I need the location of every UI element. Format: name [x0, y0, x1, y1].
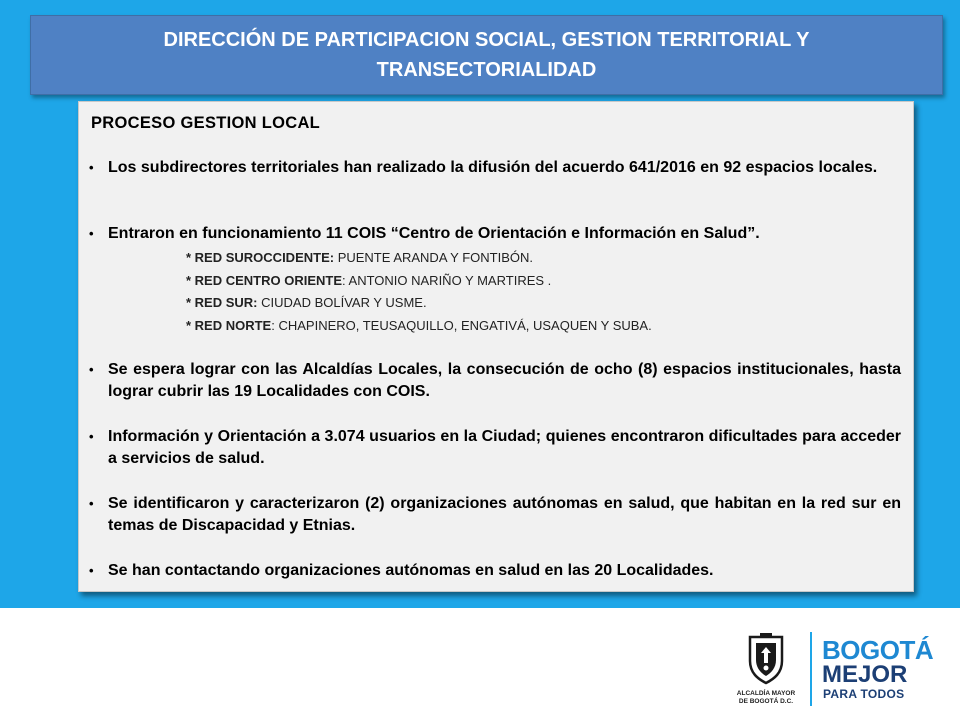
- bullet-item: [89, 560, 901, 582]
- network-item: [186, 295, 427, 311]
- bogota-word: BOGOTÁ: [822, 635, 934, 665]
- content-panel: [78, 101, 914, 592]
- bogota-mejor-logo: [822, 636, 942, 706]
- network-value: : CHAPINERO, TEUSAQUILLO, ENGATIVÁ, USAQUEN Y SUBA.: [271, 318, 652, 333]
- network-label: * RED NORTE: [186, 318, 272, 333]
- process-title: PROCESO GESTION LOCAL: [91, 114, 321, 132]
- alcaldia-line-2: DE BOGOTÁ D.C.: [738, 698, 794, 705]
- bullet-item: [89, 359, 901, 403]
- network-value: CIUDAD BOLÍVAR Y USME.: [257, 295, 427, 310]
- para-todos-word: PARA TODOS: [823, 687, 905, 701]
- network-label: * RED SUR:: [186, 295, 258, 310]
- network-item: [186, 250, 533, 266]
- bullet-item: [89, 157, 901, 179]
- slide-title: DIRECCIÓN DE PARTICIPACION SOCIAL, GESTION TERRITORIAL Y TRANSECTORIALIDAD: [163, 29, 810, 81]
- bullet-item: [89, 223, 901, 245]
- bullet-text: Se identificaron y caracterizaron (2) organizaciones autónomas en salud, que habitan en la red sur en temas de Discapacidad y Etnias.: [108, 495, 901, 534]
- bullet-dot: •: [89, 226, 94, 241]
- alcaldia-line-1: ALCALDÍA MAYOR: [736, 690, 796, 697]
- footer-divider: [810, 632, 812, 706]
- title-banner: [30, 15, 943, 95]
- bullet-item: [89, 426, 901, 470]
- coat-of-arms-icon: [746, 633, 786, 685]
- mejor-word: MEJOR: [822, 661, 908, 688]
- bullet-item: [89, 493, 901, 537]
- bullet-text: Se espera lograr con las Alcaldías Locales, la consecución de ocho (8) espacios institucionales, hasta lograr cubrir las 19 Localidades con COIS.: [108, 361, 901, 400]
- network-item: [186, 318, 652, 334]
- bullet-dot: •: [89, 563, 94, 578]
- bullet-dot: •: [89, 429, 94, 444]
- bullet-dot: •: [89, 496, 94, 511]
- bullet-text: Se han contactando organizaciones autónomas en salud en las 20 Localidades.: [108, 562, 714, 579]
- bullet-text: Los subdirectores territoriales han realizado la difusión del acuerdo 641/2016 en 92 espacios locales.: [108, 159, 878, 176]
- network-value: PUENTE ARANDA Y FONTIBÓN.: [334, 250, 533, 265]
- network-value: : ANTONIO NARIÑO Y MARTIRES .: [342, 273, 552, 288]
- bullet-text: Entraron en funcionamiento 11 COIS “Centro de Orientación e Información en Salud”.: [108, 225, 760, 242]
- alcaldia-logo: [728, 633, 804, 709]
- network-label: * RED SUROCCIDENTE:: [186, 250, 335, 265]
- bullet-dot: •: [89, 160, 94, 175]
- bullet-dot: •: [89, 362, 94, 377]
- bullet-text: Información y Orientación a 3.074 usuarios en la Ciudad; quienes encontraron dificultades para acceder a servicios de salud.: [108, 428, 901, 467]
- network-label: * RED CENTRO ORIENTE: [186, 273, 343, 288]
- network-item: [186, 273, 551, 289]
